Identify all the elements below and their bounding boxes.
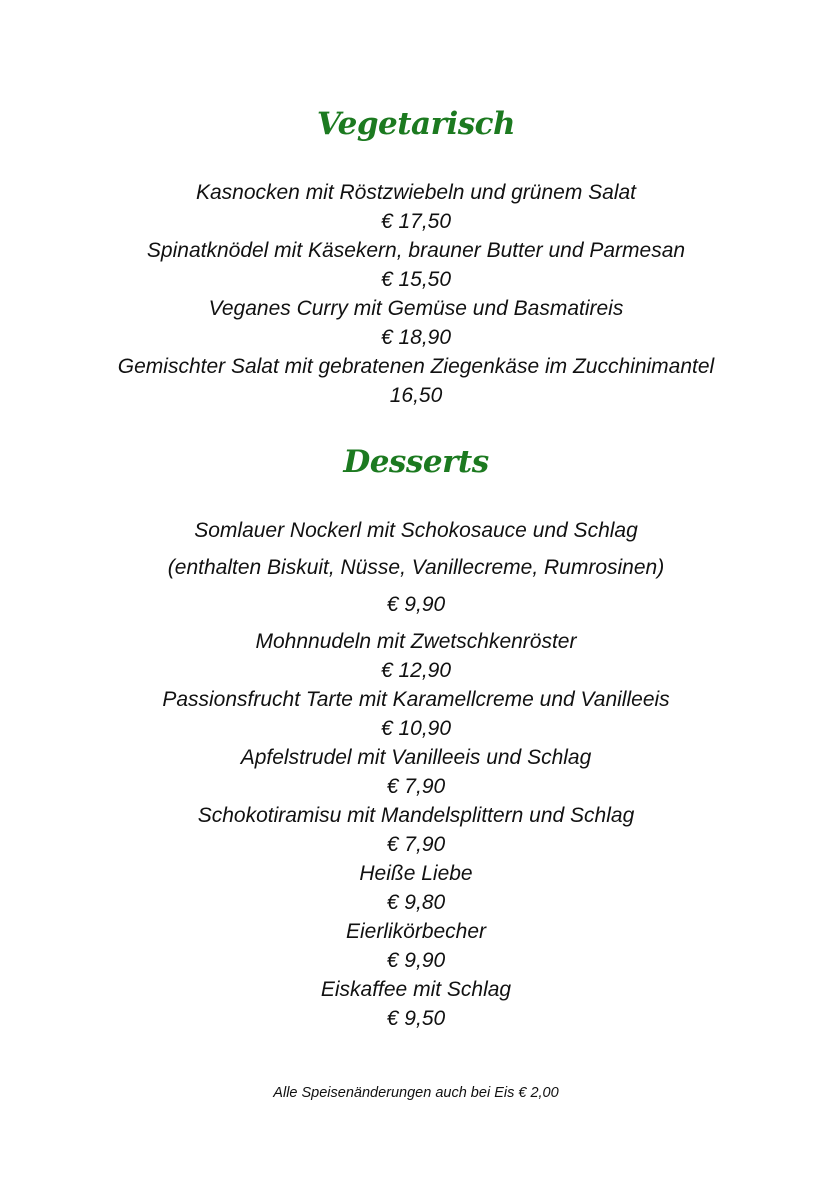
menu-item-price: € 12,90 [380, 659, 452, 682]
menu-item-name: Heiße Liebe [359, 862, 473, 885]
menu-item-name: Somlauer Nockerl mit Schokosauce und Schlag [194, 519, 638, 542]
menu-item-note: (enthalten Biskuit, Nüsse, Vanillecreme, Rumrosinen) [167, 556, 665, 579]
menu-item-price: € 18,90 [380, 326, 452, 349]
menu-item-price: € 9,80 [386, 891, 446, 914]
menu-item-name: Mohnnudeln mit Zwetschkenröster [255, 630, 577, 653]
footnote: Alle Speisenänderungen auch bei Eis € 2,00 [273, 1085, 559, 1101]
menu-item-name: Schokotiramisu mit Mandelsplittern und Schlag [197, 804, 635, 827]
menu-item-price: € 9,50 [386, 1007, 446, 1030]
menu-item-name: Gemischter Salat mit gebratenen Ziegenkäse im Zucchinimantel [117, 355, 715, 378]
menu-item-name: Kasnocken mit Röstzwiebeln und grünem Salat [195, 181, 637, 204]
section-title-desserts: Desserts [343, 444, 489, 480]
menu-item-name: Veganes Curry mit Gemüse und Basmatireis [208, 297, 624, 320]
menu-item-name: Eiskaffee mit Schlag [320, 978, 512, 1001]
menu-item-price: € 9,90 [386, 593, 446, 616]
menu-item-price: € 7,90 [386, 775, 446, 798]
menu-item-name: Apfelstrudel mit Vanilleeis und Schlag [240, 746, 592, 769]
menu-item-name: Spinatknödel mit Käsekern, brauner Butter und Parmesan [146, 239, 686, 262]
menu-item-price: € 9,90 [386, 949, 446, 972]
menu-item-name: Eierlikörbecher [345, 920, 487, 943]
menu-item-name: Passionsfrucht Tarte mit Karamellcreme und Vanilleeis [162, 688, 670, 711]
menu-item-price: € 15,50 [380, 268, 452, 291]
menu-item-price: 16,50 [389, 384, 443, 407]
menu-item-price: € 17,50 [380, 210, 452, 233]
menu-item-price: € 10,90 [380, 717, 452, 740]
section-title-vegetarisch: Vegetarisch [316, 106, 516, 142]
menu-item-price: € 7,90 [386, 833, 446, 856]
